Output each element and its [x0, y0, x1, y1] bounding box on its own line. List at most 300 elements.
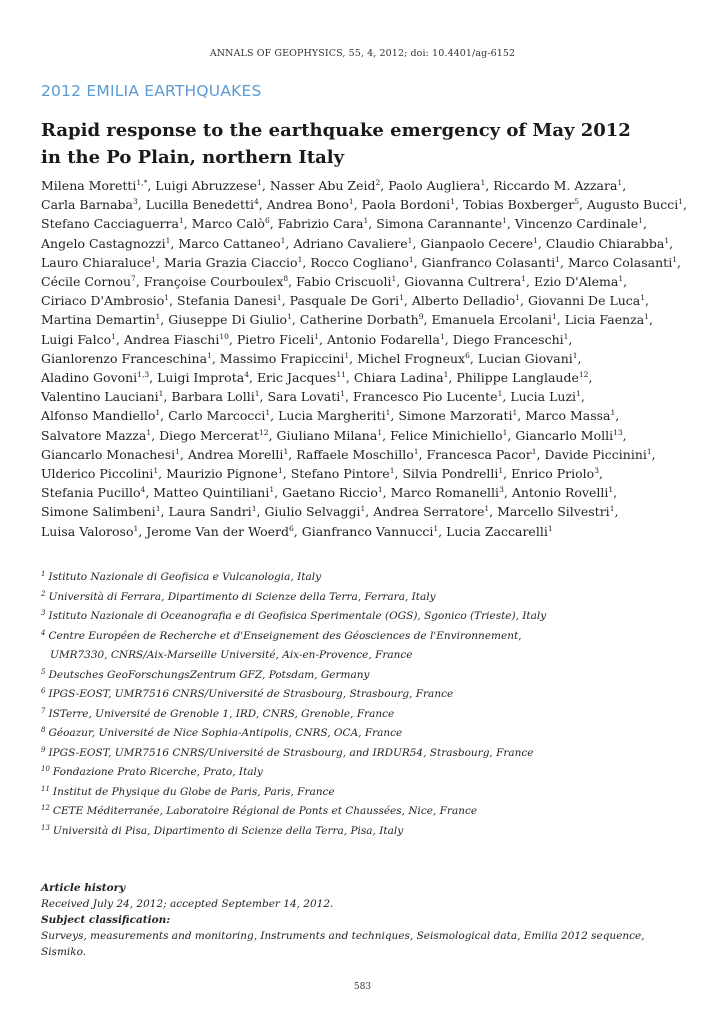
author-affiliation-ref: 1 — [254, 389, 260, 399]
author: Paola Bordoni$^1$, — [361, 197, 459, 213]
author-name: Adriano Cavaliere — [293, 235, 408, 251]
affiliation — [41, 627, 691, 666]
author-name: Fabio Criscuoli — [296, 274, 392, 290]
author-list — [41, 176, 691, 541]
affiliation-line — [41, 744, 691, 764]
author-affiliation-ref: 1 — [164, 293, 170, 303]
author-affiliation-ref: 1 — [385, 408, 391, 418]
article-title — [41, 117, 661, 171]
author-name: Rocco Cogliano — [310, 254, 409, 270]
author-name: Davide Piccinini — [544, 446, 647, 462]
author: Fabio Criscuoli$^1$, — [296, 274, 401, 290]
author: Laura Sandri$^1$, — [168, 504, 261, 520]
affiliation-text: Università di Pisa, Dipartimento di Scienze della Terra, Pisa, Italy — [52, 824, 404, 837]
author-name: Marco Colasanti — [567, 254, 673, 270]
author: Andrea Bono$^1$, — [266, 197, 358, 213]
author-name: Gianlorenzo Franceschina — [41, 350, 208, 366]
author: Carla Barnaba$^3$, — [41, 197, 142, 213]
author: Angelo Castagnozzi$^1$, — [41, 235, 175, 251]
author-affiliation-ref: 1 — [563, 331, 569, 341]
author: Andrea Fiaschi$^{10}$, — [123, 331, 233, 347]
author: Pietro Ficeli$^1$, — [236, 331, 323, 347]
author-name: Giuseppe Di Giulio — [168, 312, 288, 328]
author-affiliation-ref: 6 — [465, 350, 470, 360]
author-name: Angelo Castagnozzi — [41, 235, 166, 251]
author: Michel Frogneux$^6$, — [357, 350, 474, 366]
author-name: Maria Grazia Ciaccio — [163, 254, 298, 270]
author-affiliation-ref: 5 — [574, 197, 579, 207]
author-affiliation-ref: 1 — [512, 408, 518, 418]
affiliation — [41, 705, 691, 725]
affiliation-text: IPGS-EOST, UMR7516 CNRS/Université de Strasbourg, and IRDUR54, Strasbourg, France — [48, 746, 534, 759]
author-name: Maurizio Pignone — [166, 466, 278, 482]
author-affiliation-ref: 1 — [572, 350, 578, 360]
author: Philippe Langlaude$^{12}$, — [456, 370, 593, 386]
author-affiliation-ref: 1 — [638, 216, 643, 226]
author-affiliation-ref: 1 — [521, 274, 526, 284]
author-name: Marco Romanelli — [390, 485, 500, 501]
author: Marco Massa$^1$, — [525, 408, 620, 424]
author-affiliation-ref: 4 — [254, 197, 259, 207]
affiliation-text: Géoazur, Université de Nice Sophia-Antipolis, CNRS, OCA, France — [48, 727, 403, 739]
author-name: Massimo Frapiccini — [219, 350, 345, 366]
author: Luigi Abruzzese$^1$, — [155, 178, 266, 193]
author-affiliation-ref: 3 — [133, 197, 138, 207]
author: Catherine Dorbath$^9$, — [299, 312, 428, 328]
author-name: Vincenzo Cardinale — [514, 216, 639, 232]
author-name: Stefano Pintore — [290, 466, 390, 482]
author-affiliation-ref: 1 — [551, 312, 557, 322]
author-name: Françoise Courboulex — [143, 274, 284, 290]
author-affiliation-ref: 1 — [531, 446, 537, 456]
author-affiliation-ref: 1 — [340, 389, 346, 399]
author-affiliation-ref: 1 — [165, 235, 171, 245]
affiliation — [41, 802, 691, 822]
affiliation-text: Institut de Physique du Globe de Paris, Paris, France — [52, 785, 335, 798]
author: Felice Minichiello$^1$, — [390, 427, 512, 443]
author: Ezio D'Alema$^1$, — [533, 274, 628, 290]
author: Alfonso Mandiello$^1$, — [41, 408, 165, 424]
author-name: Raffaele Moschillo — [296, 446, 414, 462]
author-name: Tobias Boxberger — [462, 197, 575, 213]
author-name: Riccardo M. Azzara — [493, 178, 618, 193]
title-line-2: in the Po Plain, northern Italy — [41, 147, 345, 168]
affiliation-number: 8 — [41, 726, 46, 734]
author-name: Fabrizio Cara — [277, 216, 364, 232]
author: Massimo Frapiccini$^1$, — [219, 350, 354, 366]
author-name: Catherine Dorbath — [299, 312, 419, 328]
author: Stefano Pintore$^1$, — [290, 466, 399, 482]
author-name: Stefania Pucillo — [41, 485, 141, 501]
affiliation-number: 13 — [41, 823, 50, 832]
author-affiliation-ref: 1 — [610, 408, 616, 418]
author-affiliation-ref: 9 — [418, 312, 424, 322]
author: Stefania Pucillo$^4$, — [41, 485, 150, 501]
author-affiliation-ref: 1 — [158, 389, 164, 399]
affiliation-line — [41, 588, 691, 608]
author-affiliation-ref: 1 — [207, 350, 212, 360]
author: Lucian Giovani$^1$, — [477, 350, 582, 366]
author-name: Ulderico Piccolini — [41, 466, 154, 482]
author: Gianpaolo Cecere$^1$, — [420, 235, 542, 251]
affiliation — [41, 607, 691, 627]
author: Lucilla Benedetti$^4$, — [145, 197, 263, 213]
author-name: Laura Sandri — [168, 504, 252, 520]
author-affiliation-ref: 1 — [439, 331, 445, 341]
author-affiliation-ref: 1 — [498, 466, 504, 476]
author-affiliation-ref: 1 — [497, 389, 503, 399]
author-affiliation-ref: 1 — [283, 446, 289, 456]
author-affiliation-ref: 1 — [391, 274, 397, 284]
author-affiliation-ref: 1 — [399, 293, 404, 303]
author: Enrico Priolo$^3$, — [511, 466, 603, 482]
section-label: 2012 EMILIA EARTHQUAKES — [41, 82, 262, 100]
affiliation-number: 3 — [41, 609, 46, 617]
author: Chiara Ladina$^1$, — [353, 370, 453, 386]
author-name: Diego Mercerat — [159, 427, 260, 443]
affiliation-text: UMR7330, CNRS/Aix-Marseille Université, Aix-en-Provence, France — [50, 649, 413, 661]
author-name: Aladino Govoni — [41, 370, 138, 386]
author: Gianlorenzo Franceschina$^1$, — [41, 350, 216, 366]
author-affiliation-ref: 1 — [502, 216, 507, 226]
author-affiliation-ref: 1 — [672, 254, 677, 264]
author-name: Diego Franceschi — [452, 331, 564, 347]
author-affiliation-ref: 8 — [283, 274, 289, 284]
author-affiliation-ref: 1 — [408, 254, 414, 264]
affiliation-line — [41, 646, 691, 666]
author: Marco Romanelli$^3$, — [390, 485, 508, 501]
affiliation-number: 11 — [41, 784, 50, 793]
affiliation — [41, 685, 691, 705]
author: Marco Cattaneo$^1$, — [178, 235, 290, 251]
affiliation-number: 1 — [41, 570, 46, 578]
author-name: Lucilla Benedetti — [145, 197, 254, 213]
author-affiliation-ref: 1 — [251, 504, 257, 514]
author: Alberto Delladio$^1$, — [411, 293, 524, 309]
author-name: Antonio Fodarella — [326, 331, 440, 347]
author-name: Silvia Pondrelli — [402, 466, 499, 482]
author-affiliation-ref: 1 — [450, 197, 455, 207]
author: Rocco Cogliano$^1$, — [310, 254, 418, 270]
author-affiliation-ref: 3 — [594, 466, 599, 476]
affiliation — [41, 724, 691, 744]
author-affiliation-ref: 1 — [640, 293, 646, 303]
affiliation-number: 5 — [41, 667, 46, 676]
author-name: Milena Moretti — [41, 178, 137, 193]
author-affiliation-ref: 1 — [153, 466, 159, 476]
author: Maurizio Pignone$^1$, — [166, 466, 287, 482]
author: Giancarlo Molli$^{13}$, — [515, 427, 627, 443]
author-name: Andrea Serratore — [373, 504, 485, 520]
affiliation-text: IPGS-EOST, UMR7516 CNRS/Université de Strasbourg, Strasbourg, France — [48, 688, 454, 700]
author: Valentino Lauciani$^1$, — [41, 389, 168, 405]
affiliation-number: 4 — [41, 628, 46, 637]
author: Emanuela Ercolani$^1$, — [431, 312, 561, 328]
author: Salvatore Mazza$^1$, — [41, 427, 156, 443]
author-name: Sara Lovati — [267, 389, 341, 405]
author-affiliation-ref: 1 — [407, 235, 413, 245]
author-name: Giovanna Cultrera — [404, 274, 522, 290]
author: Aladino Govoni$^{1,3}$, — [41, 370, 154, 386]
author-name: Jerome Van der Woerd — [146, 523, 289, 539]
author: Giuseppe Di Giulio$^1$, — [168, 312, 296, 328]
affiliation-line — [41, 802, 691, 822]
author-name: Stefania Danesi — [177, 293, 277, 309]
author-name: Luigi Falco — [41, 331, 112, 347]
author: Lauro Chiaraluce$^1$, — [41, 254, 160, 270]
author-name: Barbara Lolli — [171, 389, 255, 405]
author: Claudio Chiarabba$^1$, — [545, 235, 674, 251]
author-name: Marco Massa — [525, 408, 611, 424]
author-affiliation-ref: 4 — [244, 370, 249, 380]
affiliation-line — [41, 724, 691, 744]
author: Giulio Selvaggi$^1$, — [264, 504, 370, 520]
affiliation-number: 7 — [41, 706, 46, 715]
author-affiliation-ref: 1 — [155, 408, 161, 418]
author-affiliation-ref: 1 — [377, 485, 383, 495]
affiliation-number: 9 — [41, 745, 46, 754]
author-name: Lucian Giovani — [477, 350, 573, 366]
author-name: Marcello Silvestri — [497, 504, 610, 520]
author-name: Martina Demartin — [41, 312, 156, 328]
author-name: Paola Bordoni — [361, 197, 451, 213]
author-name: Simona Carannante — [376, 216, 503, 232]
author: Luisa Valoroso$^1$, — [41, 523, 143, 539]
author: Gianfranco Colasanti$^1$, — [421, 254, 564, 270]
author-affiliation-ref: 1 — [297, 254, 303, 264]
affiliation-line — [41, 763, 691, 783]
author-name: Carlo Marcocci — [168, 408, 266, 424]
author-affiliation-ref: 1 — [277, 466, 283, 476]
author-affiliation-ref: 1 — [287, 312, 292, 322]
author: Diego Mercerat$^{12}$, — [159, 427, 273, 443]
affiliation-number: 12 — [41, 804, 50, 812]
author: Francesco Pio Lucente$^1$, — [352, 389, 507, 405]
author-affiliation-ref: 1 — [413, 446, 419, 456]
author-affiliation-ref: 1 — [609, 504, 615, 514]
author: Licia Faenza$^1$, — [564, 312, 653, 328]
author-affiliation-ref: 1,3 — [137, 370, 150, 380]
author-affiliation-ref: 7 — [131, 274, 136, 284]
author: Jerome Van der Woerd$^6$, — [146, 523, 298, 539]
author: Gianfranco Vannucci$^1$, — [301, 523, 443, 539]
author-affiliation-ref: 1 — [678, 197, 684, 207]
affiliation-line — [41, 607, 691, 627]
affiliation-line — [41, 685, 691, 705]
affiliation-line — [41, 666, 691, 686]
author: Giuliano Milana$^1$, — [276, 427, 387, 443]
author-affiliation-ref: 1 — [269, 485, 275, 495]
author-affiliation-ref: 1 — [484, 504, 490, 514]
author-name: Matteo Quintiliani — [153, 485, 270, 501]
author-name: Andrea Fiaschi — [123, 331, 220, 347]
author-name: Paolo Augliera — [388, 178, 481, 193]
author-name: Marco Calò — [191, 216, 265, 232]
subject-classification-heading: Subject classification: — [41, 914, 171, 926]
affiliation-text: Deutsches GeoForschungsZentrum GFZ, Potsdam, Germany — [48, 668, 370, 681]
author: Nasser Abu Zeid$^2$, — [269, 178, 385, 193]
author-affiliation-ref: 1 — [348, 197, 354, 207]
affiliation — [41, 666, 691, 686]
author-affiliation-ref: 1 — [265, 408, 271, 418]
author-name: Luigi Abruzzese — [155, 178, 258, 193]
author-affiliation-ref: 1 — [576, 389, 581, 399]
author: Simone Marzorati$^1$, — [398, 408, 522, 424]
author-affiliation-ref: 3 — [499, 485, 504, 495]
author-name: Gianfranco Colasanti — [421, 254, 556, 270]
author-name: Enrico Priolo — [511, 466, 595, 482]
author-affiliation-ref: 1 — [133, 523, 139, 533]
author: Eric Jacques$^{11}$, — [256, 370, 350, 386]
author: Augusto Bucci$^1$, — [586, 197, 688, 213]
author: Ciriaco D'Ambrosio$^1$, — [41, 293, 174, 309]
author: Diego Franceschi$^1$, — [452, 331, 573, 347]
author-affiliation-ref: 1 — [617, 178, 623, 187]
affiliation-text: Istituto Nazionale di Geofisica e Vulcanologia, Italy — [48, 571, 322, 583]
author: Simone Salimbeni$^1$, — [41, 504, 165, 520]
author: Andrea Morelli$^1$, — [187, 446, 293, 462]
author: Giovanna Cultrera$^1$, — [404, 274, 530, 290]
author-affiliation-ref: 1 — [533, 235, 538, 245]
author: Marcello Silvestri$^1$, — [497, 504, 619, 520]
author: Vincenzo Cardinale$^1$, — [514, 216, 647, 232]
author-affiliation-ref: 1 — [111, 331, 116, 341]
author: Antonio Fodarella$^1$, — [326, 331, 449, 347]
title-line-1: Rapid response to the earthquake emergency of May 2012 — [41, 120, 631, 141]
author-name: Gaetano Riccio — [282, 485, 378, 501]
author-name: Pietro Ficeli — [236, 331, 315, 347]
author-name: Gianfranco Vannucci — [301, 523, 434, 539]
author: Raffaele Moschillo$^1$, — [296, 446, 423, 462]
author-affiliation-ref: 1 — [276, 293, 282, 303]
author-name: Lucia Zaccarelli — [446, 523, 548, 539]
author-name: Francesca Pacor — [426, 446, 532, 462]
author: Françoise Courboulex$^8$, — [143, 274, 293, 290]
author-name: Stefano Cacciaguerra — [41, 216, 179, 232]
author-name: Eric Jacques — [256, 370, 337, 386]
affiliation — [41, 744, 691, 764]
author-affiliation-ref: 1 — [608, 485, 614, 495]
author-affiliation-ref: 13 — [613, 427, 623, 437]
author-name: Nasser Abu Zeid — [269, 178, 376, 193]
author-name: Lauro Chiaraluce — [41, 254, 152, 270]
author: Maria Grazia Ciaccio$^1$, — [163, 254, 307, 270]
author-name: Alberto Delladio — [411, 293, 516, 309]
author: Luigi Falco$^1$, — [41, 331, 120, 347]
author-affiliation-ref: 1 — [155, 312, 161, 322]
author: Ulderico Piccolini$^1$, — [41, 466, 163, 482]
affiliation-list — [41, 568, 691, 841]
author-affiliation-ref: 1 — [344, 350, 350, 360]
author-affiliation-ref: 1 — [257, 178, 262, 187]
journal-header: ANNALS OF GEOPHYSICS, 55, 4, 2012; doi: 10.4401/ag-6152 — [209, 48, 516, 59]
author-name: Augusto Bucci — [586, 197, 679, 213]
author-affiliation-ref: 6 — [289, 523, 294, 533]
author: Lucia Luzi$^1$, — [510, 389, 585, 405]
page-number: 583 — [353, 982, 372, 992]
author-affiliation-ref: 1 — [644, 312, 649, 322]
author-name: Andrea Bono — [266, 197, 349, 213]
author: Luigi Improta$^4$, — [157, 370, 253, 386]
author-affiliation-ref: 1 — [314, 331, 320, 341]
author-affiliation-ref: 1 — [618, 274, 624, 284]
article-meta — [41, 880, 691, 960]
author-name: Simone Salimbeni — [41, 504, 156, 520]
author: Francesca Pacor$^1$, — [426, 446, 541, 462]
article-history-heading: Article history — [41, 882, 126, 894]
author-name: Antonio Rovelli — [511, 485, 609, 501]
author-name: Michel Frogneux — [357, 350, 466, 366]
author-affiliation-ref: 1 — [502, 427, 508, 437]
author-name: Luigi Improta — [157, 370, 245, 386]
author-affiliation-ref: 6 — [264, 216, 270, 226]
author-name: Alfonso Mandiello — [41, 408, 156, 424]
author-affiliation-ref: 1 — [178, 216, 184, 226]
affiliation-number: 10 — [41, 765, 50, 773]
affiliation-text: ISTerre, Université de Grenoble 1, IRD, CNRS, Grenoble, France — [48, 707, 395, 720]
affiliation-line — [41, 568, 691, 588]
author-name: Giancarlo Molli — [515, 427, 614, 443]
author: Pasquale De Gori$^1$, — [289, 293, 408, 309]
author-affiliation-ref: 1 — [433, 523, 439, 533]
author: Paolo Augliera$^1$, — [388, 178, 490, 193]
author-name: Felice Minichiello — [390, 427, 503, 443]
author-name: Cécile Cornou — [41, 274, 132, 290]
author-name: Claudio Chiarabba — [545, 235, 665, 251]
author-name: Pasquale De Gori — [289, 293, 400, 309]
author-affiliation-ref: 12 — [578, 370, 589, 380]
subject-classification-text: Surveys, measurements and monitoring, Instruments and techniques, Seismological data, Emilia 2012 sequence, Sismiko. — [41, 930, 645, 958]
author: Martina Demartin$^1$, — [41, 312, 165, 328]
author: Antonio Rovelli$^1$, — [511, 485, 618, 501]
author-name: Ciriaco D'Ambrosio — [41, 293, 165, 309]
affiliation — [41, 783, 691, 803]
author-affiliation-ref: 1 — [280, 235, 286, 245]
affiliation — [41, 588, 691, 608]
author-affiliation-ref: 1 — [515, 293, 520, 303]
author: Gaetano Riccio$^1$, — [282, 485, 387, 501]
affiliation-text: Fondazione Prato Ricerche, Prato, Italy — [52, 766, 263, 778]
author: Marco Calò$^6$, — [191, 216, 274, 232]
author: Fabrizio Cara$^1$, — [277, 216, 373, 232]
author-name: Giulio Selvaggi — [264, 504, 361, 520]
author: Marco Colasanti$^1$, — [567, 254, 681, 270]
affiliation — [41, 822, 691, 842]
author: Silvia Pondrelli$^1$, — [402, 466, 508, 482]
author-affiliation-ref: 1 — [547, 523, 553, 533]
author-affiliation-ref: 1 — [146, 427, 152, 437]
affiliation-number: 2 — [41, 589, 46, 598]
affiliation-line — [41, 783, 691, 803]
affiliation — [41, 568, 691, 588]
author-name: Gianpaolo Cecere — [420, 235, 534, 251]
author-affiliation-ref: 1 — [664, 235, 670, 245]
author-affiliation-ref: 1 — [555, 254, 561, 264]
author-affiliation-ref: 12 — [259, 427, 269, 437]
author-name: Salvatore Mazza — [41, 427, 147, 443]
author-affiliation-ref: 1,* — [136, 178, 148, 187]
author-affiliation-ref: 1 — [175, 446, 180, 456]
author: Adriano Cavaliere$^1$, — [293, 235, 417, 251]
affiliation-text: Università di Ferrara, Dipartimento di Scienze della Terra, Ferrara, Italy — [48, 590, 436, 603]
author-affiliation-ref: 1 — [443, 370, 449, 380]
author-name: Simone Marzorati — [398, 408, 513, 424]
author-affiliation-ref: 11 — [336, 370, 346, 380]
author: Matteo Quintiliani$^1$, — [153, 485, 279, 501]
author: Stefano Cacciaguerra$^1$, — [41, 216, 188, 232]
author-name: Andrea Morelli — [187, 446, 284, 462]
author-name: Carla Barnaba — [41, 197, 133, 213]
